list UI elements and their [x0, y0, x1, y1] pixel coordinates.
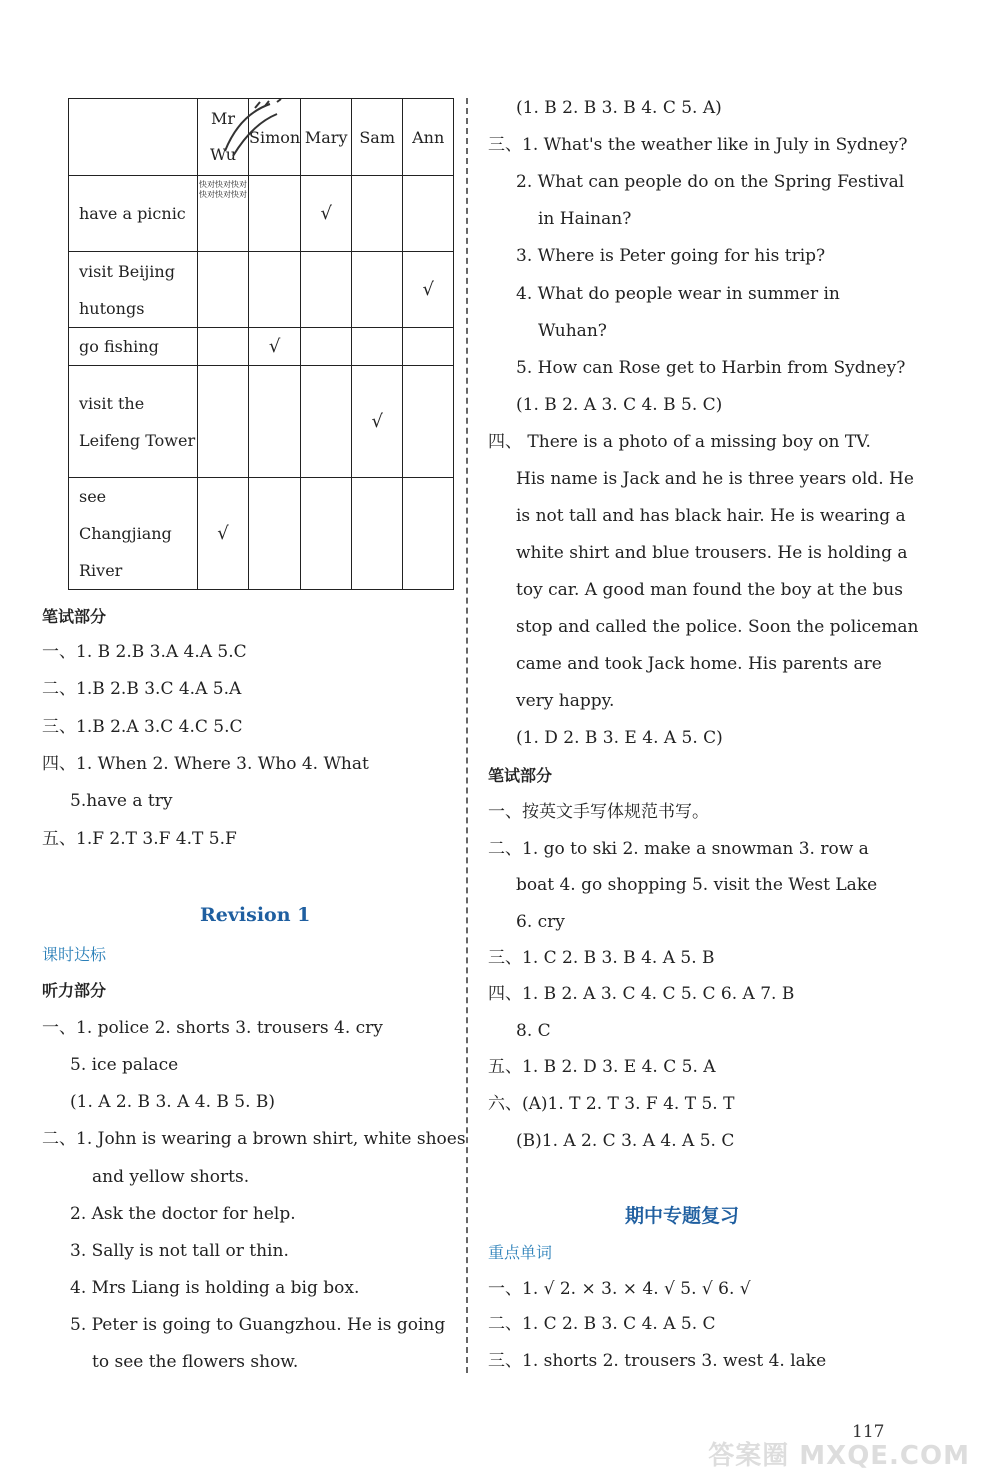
table-cell	[403, 176, 454, 252]
row-label: see Changjiang River	[69, 478, 198, 590]
answer-line: 四、1. B 2. A 3. C 4. C 5. C 6. A 7. B	[488, 984, 795, 1004]
table-cell: √	[301, 176, 352, 252]
answer-line: 一、1. police 2. shorts 3. trousers 4. cry	[42, 1018, 383, 1038]
answer-line: 5. Peter is going to Guangzhou. He is going	[70, 1315, 446, 1335]
answer-line: 四、1. When 2. Where 3. Who 4. What	[42, 754, 369, 774]
table-cell	[249, 366, 301, 478]
answer-line: (1. D 2. B 3. E 4. A 5. C)	[516, 728, 723, 748]
key-words-heading: 重点单词	[488, 1243, 553, 1262]
table-cell	[198, 366, 249, 478]
table-cell	[249, 176, 301, 252]
answer-line: 五、1.F 2.T 3.F 4.T 5.F	[42, 829, 237, 849]
table-cell	[403, 366, 454, 478]
table-cell	[352, 252, 403, 328]
answer-line: 一、按英文手写体规范书写。	[488, 802, 709, 822]
page-number: 117	[852, 1422, 885, 1442]
answer-line: 3. Sally is not tall or thin.	[70, 1241, 289, 1261]
table-cell	[198, 252, 249, 328]
class-target-heading: 课时达标	[42, 945, 107, 964]
table-cell	[352, 478, 403, 590]
answer-line: (1. B 2. A 3. C 4. B 5. C)	[516, 395, 723, 415]
table-cell	[301, 252, 352, 328]
table-cell: √	[352, 366, 403, 478]
midterm-title: 期中专题复习	[625, 1205, 740, 1227]
table-cell	[301, 478, 352, 590]
answer-line: 5. How can Rose get to Harbin from Sydney?	[516, 358, 906, 378]
answer-line: 2. What can people do on the Spring Festival	[516, 172, 905, 192]
table-cell	[403, 328, 454, 366]
answer-line: 二、1. John is wearing a brown shirt, white shoes	[42, 1129, 466, 1149]
answer-line: 4. Mrs Liang is holding a big box.	[70, 1278, 360, 1298]
revision-title: Revision 1	[200, 904, 311, 926]
row-label: have a picnic	[69, 176, 198, 252]
answer-line: 4. What do people wear in summer in	[516, 284, 840, 304]
answer-line: 一、1. B 2.B 3.A 4.A 5.C	[42, 642, 247, 662]
row-label: visit the Leifeng Tower	[69, 366, 198, 478]
answer-line: 三、1. C 2. B 3. B 4. A 5. B	[488, 948, 715, 968]
column-divider	[466, 98, 468, 1373]
answer-line: 3. Where is Peter going for his trip?	[516, 246, 826, 266]
answer-line: 5.have a try	[70, 791, 173, 811]
table-row	[69, 478, 454, 590]
table-row	[69, 366, 454, 478]
table-row	[69, 176, 454, 252]
table-cell	[403, 478, 454, 590]
answer-line: 5. ice palace	[70, 1055, 179, 1075]
passage-line: toy car. A good man found the boy at the bus	[516, 580, 903, 600]
table-header-mary: Mary	[301, 99, 352, 176]
passage-line: stop and called the police. Soon the policeman	[516, 617, 919, 637]
passage-line: came and took Jack home. His parents are	[516, 654, 882, 674]
table-header-simon: Simon	[249, 99, 301, 176]
written-section-title: 笔试部分	[488, 766, 553, 785]
answer-line: 一、1. √ 2. × 3. × 4. √ 5. √ 6. √	[488, 1279, 751, 1299]
answer-line: 五、1. B 2. D 3. E 4. C 5. A	[488, 1057, 716, 1077]
answer-line: boat 4. go shopping 5. visit the West Lake	[516, 875, 878, 895]
watermark: 答案圈 MXQE.COM	[708, 1441, 970, 1471]
answer-line: (1. A 2. B 3. A 4. B 5. B)	[70, 1092, 276, 1112]
table-row	[69, 252, 454, 328]
answer-line: and yellow shorts.	[92, 1167, 250, 1187]
table-cell	[352, 176, 403, 252]
table-header-mr-wu: Mr Wu	[198, 99, 249, 176]
answer-line: 二、1. C 2. B 3. C 4. A 5. C	[488, 1314, 716, 1334]
table-cell: √	[249, 328, 301, 366]
answer-line: to see the flowers show.	[92, 1352, 299, 1372]
answer-line: 2. Ask the doctor for help.	[70, 1204, 296, 1224]
table-header-sam: Sam	[352, 99, 403, 176]
answer-line: 6. cry	[516, 912, 565, 932]
table-cell	[249, 252, 301, 328]
answer-line: 二、1. go to ski 2. make a snowman 3. row a	[488, 839, 869, 859]
table-cell: √	[403, 252, 454, 328]
answer-line: 8. C	[516, 1021, 551, 1041]
answer-line: (B)1. A 2. C 3. A 4. A 5. C	[516, 1131, 735, 1151]
answer-line: 三、1. shorts 2. trousers 3. west 4. lake	[488, 1351, 827, 1371]
handwritten-scribble-icon	[215, 96, 295, 166]
table-cell	[301, 328, 352, 366]
table-cell	[198, 328, 249, 366]
table-cell	[352, 328, 403, 366]
table-header-blank	[69, 99, 198, 176]
passage-line: 四、 There is a photo of a missing boy on TV.	[488, 432, 871, 452]
answer-line: in Hainan?	[538, 209, 632, 229]
passage-line: is not tall and has black hair. He is wearing a	[516, 506, 906, 526]
answer-line: 三、1.B 2.A 3.C 4.C 5.C	[42, 717, 243, 737]
passage-line: very happy.	[516, 691, 615, 711]
passage-line: His name is Jack and he is three years old. He	[516, 469, 914, 489]
survey-table	[68, 98, 454, 590]
written-section-title: 笔试部分	[42, 607, 107, 626]
table-row	[69, 328, 454, 366]
table-header-ann: Ann	[403, 99, 454, 176]
table-cell	[249, 478, 301, 590]
answer-line: 六、(A)1. T 2. T 3. F 4. T 5. T	[488, 1094, 735, 1114]
table-cell: 快对快对快对 快对快对快对	[198, 176, 249, 252]
table-cell	[301, 366, 352, 478]
passage-line: white shirt and blue trousers. He is holding a	[516, 543, 908, 563]
answer-line: (1. B 2. B 3. B 4. C 5. A)	[516, 98, 722, 118]
answer-line: 二、1.B 2.B 3.C 4.A 5.A	[42, 679, 242, 699]
answer-line: 三、1. What's the weather like in July in Sydney?	[488, 135, 908, 155]
listening-section-title: 听力部分	[42, 981, 107, 1000]
row-label: visit Beijing hutongs	[69, 252, 198, 328]
row-label: go fishing	[69, 328, 198, 366]
table-cell: √	[198, 478, 249, 590]
answer-line: Wuhan?	[538, 321, 607, 341]
